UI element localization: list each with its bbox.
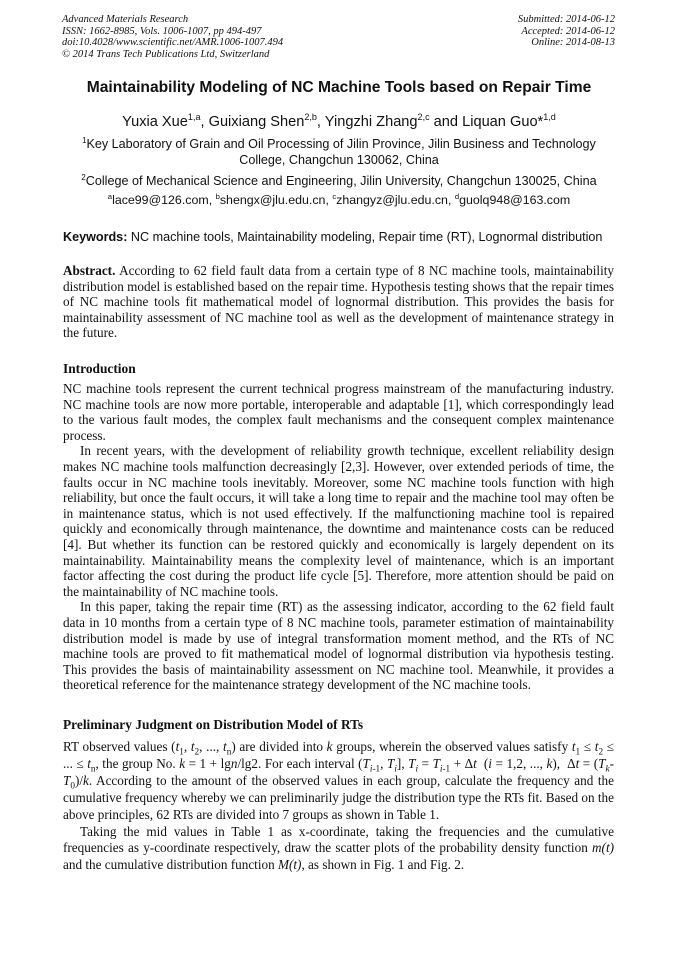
email-link[interactable]: $^a$lace99@126.com bbox=[107, 191, 209, 207]
journal-name: Advanced Materials Research bbox=[62, 14, 189, 25]
publication-dates bbox=[518, 14, 615, 49]
paragraph: In this paper, taking the repair time (RT) as the assessing indicator, according to the 62 field fault data in 10 months from a certain type of 8 NC machine tools, parameter estimation of maintainability distribution model is made by use of integral transformation moment method, and the RTs of NC machine tools are proved to fit mathematical model of lognormal distribution via hypothesis testing. This provides the basis of maintainability assessment on NC machine tool. Meanwhile, it provides a theoretical reference for the maintenance strategy development of the NC machine tools. bbox=[63, 599, 614, 693]
issn-line: ISSN: 1662-8985, Vols. 1006-1007, pp 494-497 bbox=[62, 25, 262, 37]
affiliation-2: $^2$College of Mechanical Science and Engineering, Jilin University, Changchun 130025, China bbox=[81, 172, 597, 188]
abstract-label: Abstract. bbox=[63, 263, 116, 278]
doi-line: doi:10.4028/www.scientific.net/AMR.1006-1007.494 bbox=[62, 37, 284, 49]
author: Yingzhi Zhang$^{2,c}$ and bbox=[324, 112, 463, 130]
author: Liquan Guo*$^{1,d}$ bbox=[462, 112, 556, 130]
introduction-heading: Introduction bbox=[63, 361, 136, 376]
author: Yuxia Xue$^{1,a}$, bbox=[122, 112, 209, 130]
abstract bbox=[63, 263, 614, 341]
email-link[interactable]: $^d$guolq948@163.com bbox=[454, 191, 571, 207]
keywords bbox=[63, 230, 615, 244]
keywords-text: NC machine tools, Maintainability modeling, Repair time (RT), Lognormal distribution bbox=[130, 230, 603, 244]
paragraph: NC machine tools represent the current technical progress mainstream of the manufacturing industry. NC machine tools are now more portable, interoperable and adaptable [1], which correspondingly lead to the various fault modes, the complex fault mechanisms and the consequent complex maintenance process. bbox=[63, 381, 614, 443]
accepted-date: Accepted: 2014-06-12 bbox=[521, 25, 615, 37]
author-emails: $^a$lace99@126.com, $^b$shengx@jlu.edu.cn, $^c$zhangyz@jlu.edu.cn, $^d$guolq948@163.com bbox=[107, 191, 571, 207]
submitted-date: Submitted: 2014-06-12 bbox=[517, 14, 615, 25]
author-list bbox=[30, 114, 648, 130]
copyright-line: © 2014 Trans Tech Publications Ltd, Switzerland bbox=[62, 48, 270, 60]
introduction-body bbox=[63, 381, 614, 693]
keywords-label: Keywords: bbox=[63, 230, 128, 244]
publication-info bbox=[62, 14, 283, 60]
paragraph: In recent years, with the development of reliability growth technique, excellent reliability design makes NC machine tools malfunction decreasingly [2,3]. However, over extended periods of time, the faults occur in NC machine tools inevitably. Moreover, some NC machine tools function with high reliability, but once the fault occurs, it will take a long time to repair and the machine tool may often be in maintenance status, which is not used effectively. If the malfunctioning machine tool is repaired quickly and economically through maintenance, the downtime and maintenance costs can be reduced [4]. But whether its function can be restored quickly and economically is largely dependent on its maintainability. Maintainability means the complexity level of maintenance, which is an important factor affecting the cost during the product life cycle [5]. Therefore, more attention should be paid on the maintainability of NC machine tools. bbox=[63, 443, 614, 599]
preliminary-body bbox=[63, 739, 614, 874]
paragraph: Taking the mid values in Table 1 as x-coordinate, taking the frequencies and the cumulative frequencies as y-coordinate respectively, draw the scatter plots of the probability density function m(t) and the cumulative distribution function M(t), as shown in Fig. 1 and Fig. 2. bbox=[63, 823, 615, 873]
email-link[interactable]: $^c$zhangyz@jlu.edu.cn bbox=[332, 191, 448, 207]
author: Guixiang Shen$^{2,b}$, bbox=[208, 112, 325, 130]
paper-title: Maintainability Modeling of NC Machine Tools based on Repair Time bbox=[86, 79, 592, 96]
email-link[interactable]: $^b$shengx@jlu.edu.cn bbox=[215, 191, 326, 207]
abstract-text: According to 62 field fault data from a certain type of 8 NC machine tools, maintainability distribution model is established based on the repair time. Hypothesis testing shows that the repair times of NC machine tools fit mathematical model of lognormal distribution. This provides the basis for maintainability assessment of NC machine tool as well as the development of maintenance strategy in the future. bbox=[63, 263, 614, 341]
affiliation-1: $^1$Key Laboratory of Grain and Oil Processing of Jilin Province, Jilin Business and Technology College, Changchun 130062, China bbox=[82, 135, 596, 167]
online-date: Online: 2014-08-13 bbox=[531, 37, 615, 49]
paragraph: RT observed values ($t_1$, $t_2$, ..., $t_n$) are divided into k groups, wherein the observed values satisfy $t_1 \le t_2$ ≤ ... ≤ $t_n$, the group No. k = 1 + lgn/lg2. For each interval ($T_{i-1}$, $T_i$], $T_i = T_{i-1} + \Delta t$ (i = 1,2, ..., k), $\Delta t = (T_k-T_0)/k$. According to the amount of the observed values in each group, calculate the frequency and the cumulative frequency whereby we can preliminarily judge the distribution type the RTs fit. Based on the above principles, 62 RTs are divided into 7 groups as shown in Table 1. bbox=[63, 739, 615, 822]
preliminary-heading: Preliminary Judgment on Distribution Model of RTs bbox=[63, 717, 364, 732]
